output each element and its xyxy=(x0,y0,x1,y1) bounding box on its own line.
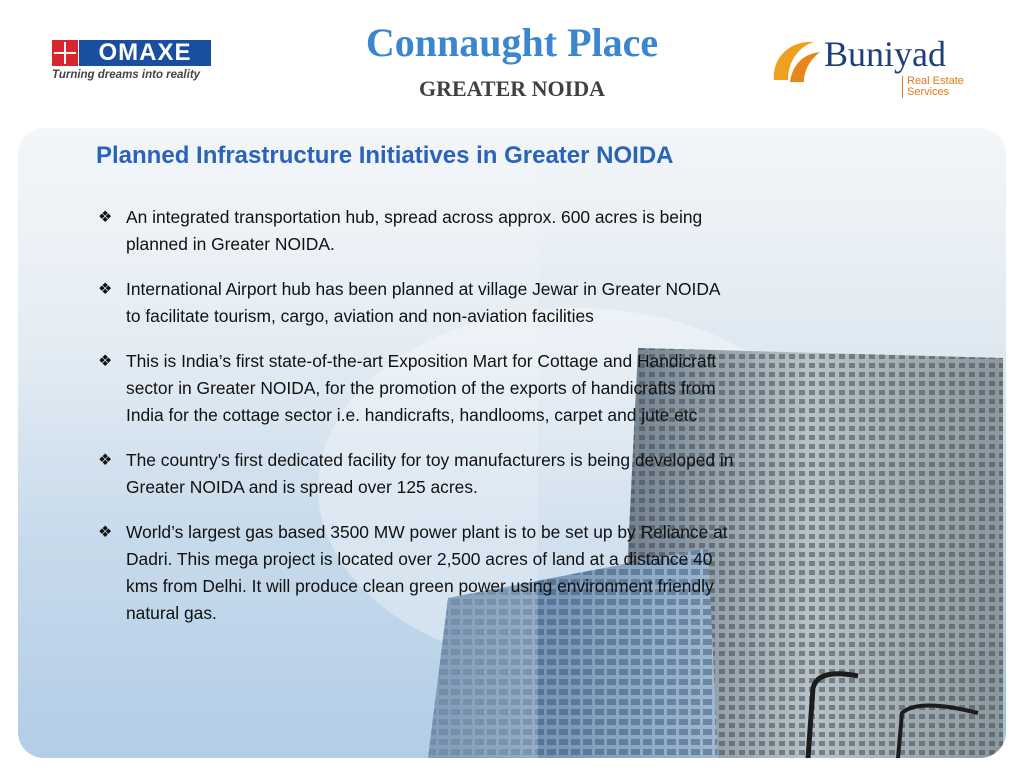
diamond-bullet-icon: ❖ xyxy=(98,524,113,541)
list-item-text: World’s largest gas based 3500 MW power plant is to be set up by Reliance at Dadri. This mega project is located over 2,500 acres of land at a distance 40 kms from Delhi. It will produce clean green power using environment friendly natural gas. xyxy=(126,522,728,623)
section-heading: Planned Infrastructure Initiatives in Greater NOIDA xyxy=(96,142,674,169)
list-item xyxy=(96,519,736,627)
omaxe-wordmark: OMAXE xyxy=(79,40,211,66)
bullet-list xyxy=(96,204,736,645)
list-item xyxy=(96,276,736,330)
buniyad-subline xyxy=(902,76,964,98)
list-item xyxy=(96,447,736,501)
buniyad-subline-1: Real Estate xyxy=(907,75,964,87)
diamond-bullet-icon: ❖ xyxy=(98,281,113,298)
diamond-bullet-icon: ❖ xyxy=(98,209,113,226)
list-item-text: This is India’s first state-of-the-art Exposition Mart for Cottage and Handicraft sector in Greater NOIDA, for the promotion of the exports of handicrafts from India for the cottage sector i.e. handicrafts, handlooms, carpet and jute etc xyxy=(126,351,717,425)
diamond-bullet-icon: ❖ xyxy=(98,353,113,370)
list-item xyxy=(96,348,736,429)
buniyad-wordmark: Buniyad xyxy=(824,34,946,74)
diamond-bullet-icon: ❖ xyxy=(98,452,113,469)
page-title: Connaught Place xyxy=(365,20,659,65)
list-item-text: An integrated transportation hub, spread across approx. 600 acres is being planned in Greater NOIDA. xyxy=(126,207,703,254)
omaxe-tagline: Turning dreams into reality xyxy=(52,69,201,81)
slide-header xyxy=(0,0,1024,116)
buniyad-logo xyxy=(770,32,990,102)
list-item-text: The country's first dedicated facility for toy manufacturers is being developed in Greater NOIDA and is spread over 125 acres. xyxy=(126,450,734,497)
list-item-text: International Airport hub has been planned at village Jewar in Greater NOIDA to facilitate tourism, cargo, aviation and non-aviation facilities xyxy=(126,279,720,326)
buniyad-emblem-icon xyxy=(770,32,826,92)
buniyad-subline-2: Services xyxy=(907,86,950,98)
page-subtitle: GREATER NOIDA xyxy=(418,76,605,101)
list-item xyxy=(96,204,736,258)
